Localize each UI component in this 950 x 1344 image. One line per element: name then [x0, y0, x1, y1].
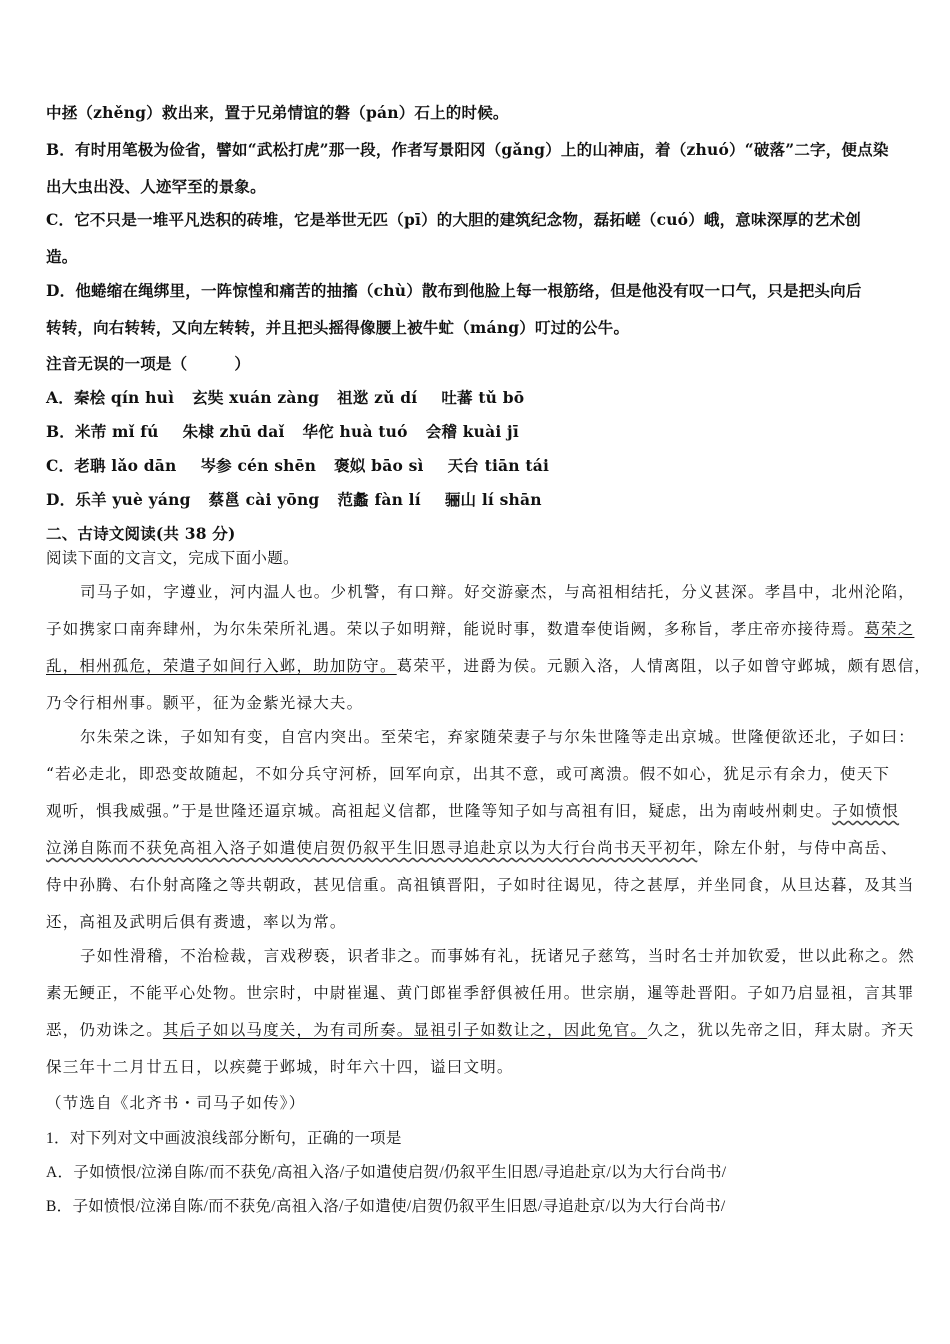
answer-item: 玄奘 xuán zàng [192, 388, 320, 407]
answer-item: 华佗 huà tuó [302, 422, 408, 441]
answer-item: 秦桧 qín huì [73, 388, 175, 407]
text-run: 恶，仍劝诛之。 [46, 1021, 163, 1039]
answer-label: A． [46, 388, 74, 407]
answer-item: 骊山 lí shān [444, 490, 542, 509]
passage-p2-line-4 [46, 836, 906, 858]
option-d-line-1: D．他蜷缩在绳绑里，一阵惊惶和痛苦的抽搐（chù）散布到他脸上每一根筋络，但是他没有叹一口气，只是把头向后 [46, 281, 862, 300]
text-run: 观听，惧我威强。”于是世隆还逼京城。高祖起义信都，世隆等知子如与高祖有旧，疑虑，出为南岐州刺史。 [46, 802, 833, 820]
passage-p2-line-6: 还，高祖及武明后俱有赉遗，率以为常。 [46, 913, 347, 931]
question-1-option-a[interactable]: A．子如愤恨/泣涕自陈/而不获免/高祖入洛/子如遣使启贺/仍叙平生旧恩/寻追赴京/以为大行台尚书/ [46, 1164, 727, 1181]
pinyin-question: 注音无误的一项是（ ） [46, 354, 251, 373]
answer-item: 岑参 cén shēn [200, 456, 317, 475]
passage-p3-line-3 [46, 1018, 915, 1040]
answer-item: 蔡邕 cài yōng [208, 490, 320, 509]
text-run: 久之，犹以先帝之旧，拜太尉。齐天 [647, 1021, 915, 1039]
section-heading: 二、古诗文阅读(共 38 分) [46, 524, 236, 543]
option-b-line-1: B．有时用笔极为俭省，譬如“武松打虎”那一段，作者写景阳冈（gǎng）上的山神庙，着（zhuó）“破落”二字，便点染 [46, 140, 889, 159]
answer-item: 范蠡 fàn lí [337, 490, 421, 509]
passage-p3-line-2: 素无鲠正，不能平心处物。世宗时，中尉崔暹、黄门郎崔季舒俱被任用。世宗崩，暹等赴晋阳。子如乃启显祖，言其罪 [46, 984, 915, 1002]
passage-p2-line-5: 侍中孙腾、右仆射高隆之等共朝政，甚见信重。高祖镇晋阳，子如时往谒见，待之甚厚，并坐同食，从旦达暮，及其当 [46, 876, 915, 894]
underlined-sentence: 乱，相州孤危，荣遣子如间行入邺，助加防守。 [46, 657, 397, 675]
passage-p2-line-3 [46, 799, 906, 821]
answer-item: 会稽 kuài jī [425, 422, 519, 441]
option-d-line-2: 转转，向右转转，又向左转转，并且把头摇得像腰上被牛虻（máng）叮过的公牛。 [46, 318, 630, 337]
passage-p3-line-1: 子如性滑稽，不治检裁，言戏秽亵，识者非之。而事姊有礼，抚诸兄子慈笃，当时名士并加钦爱，世以此称之。然 [80, 947, 916, 965]
answer-label: D． [46, 490, 76, 509]
text-run: 子如携家口南奔肆州，为尔朱荣所礼遇。荣以子如明辩，能说时事，数遣奉使诣阙，多称旨，孝庄帝亦接待焉。 [46, 620, 865, 638]
question-1-option-b[interactable]: B．子如愤恨/泣涕自陈/而不获免/高祖入洛/子如遣使/启贺仍叙平生旧恩/寻追赴京/以为大行台尚书/ [46, 1198, 726, 1215]
answer-item: 米芾 mǐ fú [75, 422, 159, 441]
underlined-sentence: 其后子如以马度关，为有司所奏。显祖引子如数让之，因此免官。 [162, 1021, 648, 1039]
wavy-underlined-text: 泣涕自陈而不获免高祖入洛子如遣使启贺仍叙平生旧恩寻追赴京以为大行台尚书天平初年 [46, 839, 698, 857]
answer-choice-b[interactable] [46, 420, 906, 442]
answer-item: 褒姒 bāo sì [334, 456, 424, 475]
answer-item: 天台 tiān tái [447, 456, 550, 475]
option-b-line-2: 出大虫出没、人迹罕至的景象。 [46, 177, 266, 196]
answer-item: 朱棣 zhū daǐ [182, 422, 285, 441]
answer-choice-a[interactable] [46, 386, 906, 408]
passage-p1-line-4: 乃令行相州事。颢平，征为金紫光禄大夫。 [46, 694, 364, 712]
underlined-sentence: 葛荣之 [864, 620, 915, 638]
answer-item: 吐蕃 tǔ bō [441, 388, 525, 407]
passage-p2-line-1: 尔朱荣之诛，子如知有变，自宫内突出。至荣宅，弃家随荣妻子与尔朱世隆等走出京城。世隆便欲还北，子如曰： [80, 728, 916, 746]
passage-p2-line-2: “若必走北，即恐变故随起，不如分兵守河桥，回军向京，出其不意，或可离溃。假不如心，犹足示有余力，使天下 [46, 765, 891, 783]
answer-item: 祖逖 zǔ dí [337, 388, 418, 407]
question-1-stem: 1．对下列对文中画波浪线部分断句，正确的一项是 [46, 1130, 402, 1147]
answer-item: 老聃 lǎo dān [74, 456, 177, 475]
text-run: ，除左仆射，与侍中高岳、 [697, 839, 898, 857]
text-run: 葛荣平，进爵为侯。元颢入洛，人情离阻，以子如曾守邺城，颇有恩信， [396, 657, 932, 675]
answer-label: B． [46, 422, 76, 441]
passage-p1-line-3 [46, 654, 932, 676]
option-a-tail: 中拯（zhěng）救出来，置于兄弟情谊的磐（pán）石上的时候。 [46, 103, 509, 122]
passage-p3-line-4: 保三年十二月廿五日，以疾薨于邺城，时年六十四，谥曰文明。 [46, 1058, 514, 1076]
answer-choice-c[interactable] [46, 454, 906, 476]
answer-label: C． [46, 456, 75, 475]
option-c-line-1: C．它不只是一堆平凡迭积的砖堆，它是举世无匹（pī）的大胆的建筑纪念物，磊拓嵯（cuó）峨，意味深厚的艺术创 [46, 210, 861, 229]
option-c-line-2: 造。 [46, 247, 78, 266]
passage-p1-line-2 [46, 617, 915, 639]
section-instruction: 阅读下面的文言文，完成下面小题。 [46, 550, 299, 567]
passage-p1-line-1: 司马子如，字遵业，河内温人也。少机警，有口辩。好交游豪杰，与高祖相结托，分义甚深。孝昌中，北州沦陷， [80, 583, 916, 601]
passage-source: （节选自《北齐书・司马子如传》） [46, 1094, 306, 1112]
wavy-underlined-text: 子如愤恨 [832, 802, 900, 820]
answer-choice-d[interactable] [46, 488, 906, 510]
answer-item: 乐羊 yuè yáng [75, 490, 191, 509]
